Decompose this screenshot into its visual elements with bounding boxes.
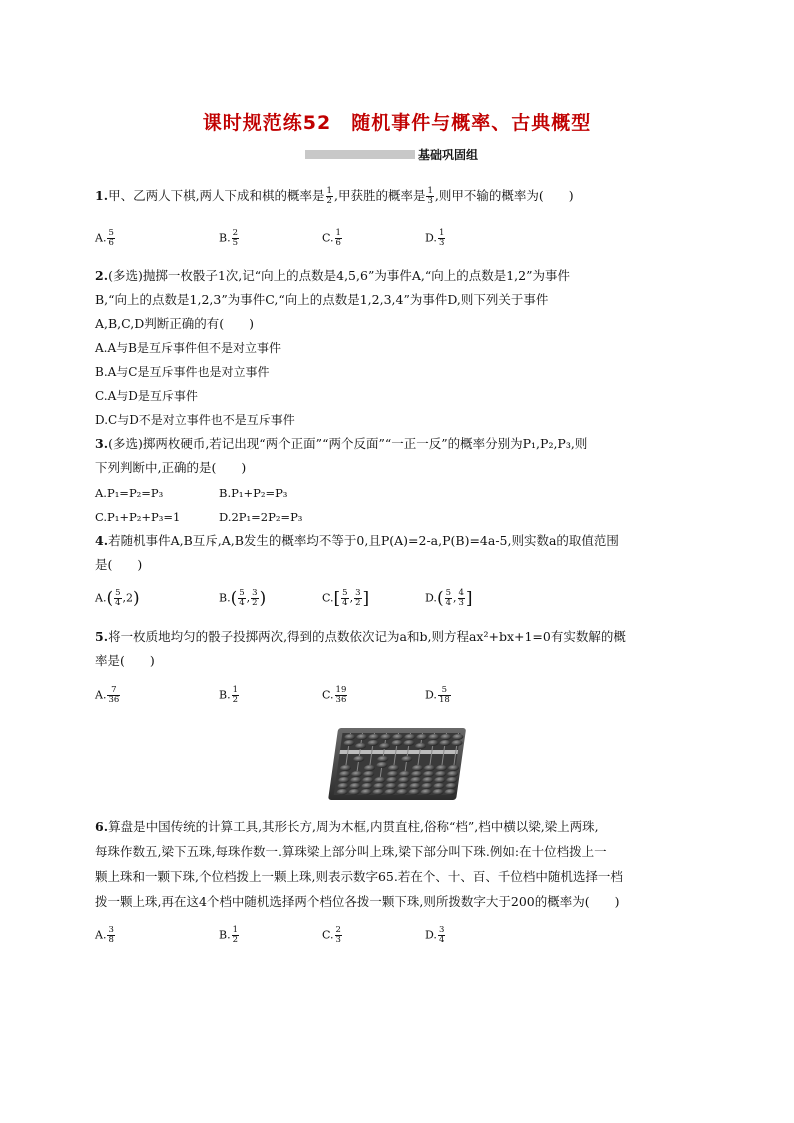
q4-option-c[interactable] xyxy=(322,589,369,608)
open-bracket: ( xyxy=(106,588,114,609)
q2-option-a[interactable]: A.A与B是互斥事件但不是对立事件 xyxy=(95,341,281,355)
option-frac xyxy=(335,229,342,248)
frac-den: 8 xyxy=(108,935,114,945)
q6-option-d[interactable] xyxy=(425,926,446,945)
q5-option-a[interactable] xyxy=(95,686,121,705)
frac-num: 5 xyxy=(108,228,114,238)
frac-den: 36 xyxy=(335,695,347,705)
q6-option-b[interactable] xyxy=(219,926,240,945)
q4-option-a[interactable] xyxy=(95,589,140,608)
frac-num: 5 xyxy=(438,686,451,696)
option-frac xyxy=(445,589,452,608)
frac-num: 5 xyxy=(342,588,348,598)
q1-text-c: ,则甲不输的概率为( ) xyxy=(434,188,574,203)
option-label: B. xyxy=(219,928,231,942)
frac-den: 4 xyxy=(342,598,348,608)
frac-den: 2 xyxy=(252,598,258,608)
option-frac-2 xyxy=(458,589,465,608)
q5-text-1: 将一枚质地均匀的骰子投掷两次,得到的点数依次记为a和b,则方程ax²+bx+1=0有实数解的概 xyxy=(108,629,626,644)
frac-num: 3 xyxy=(252,588,258,598)
frac-den: 3 xyxy=(438,238,445,248)
q3-option-b[interactable]: B.P₁+P₂=P₃ xyxy=(219,486,288,500)
separator: , xyxy=(246,591,251,605)
option-frac xyxy=(107,926,114,945)
q5-option-c[interactable] xyxy=(322,686,348,705)
q1-frac-b xyxy=(426,187,433,206)
option-label: A. xyxy=(95,928,107,942)
frac-den: 4 xyxy=(239,598,245,608)
option-frac-2 xyxy=(251,589,258,608)
q1-option-d[interactable] xyxy=(425,229,446,248)
open-bracket: ( xyxy=(230,588,238,609)
q6-option-a[interactable] xyxy=(95,926,116,945)
option-frac xyxy=(232,686,239,705)
q1-frac-a-den: 2 xyxy=(326,196,332,206)
frac-den: 4 xyxy=(115,598,121,608)
q1-frac-b-num: 1 xyxy=(427,186,433,196)
option-label: C. xyxy=(322,688,334,702)
q3-option-c[interactable]: C.P₁+P₂+P₃=1 xyxy=(95,510,181,524)
q6-line-1 xyxy=(95,818,599,836)
frac-num: 3 xyxy=(108,925,114,935)
section-bar xyxy=(305,150,415,159)
q3-line-2: 下列判断中,正确的是( ) xyxy=(95,460,247,475)
open-bracket: ( xyxy=(436,588,444,609)
option-label: A. xyxy=(95,688,107,702)
q5-line-1 xyxy=(95,628,626,646)
q6-line-2: 每珠作数五,梁下五珠,每珠作数一.算珠梁上部分叫上珠,梁下部分叫下珠.例如:在十位档拨上一 xyxy=(95,844,607,859)
frac-num: 5 xyxy=(445,588,451,598)
option-frac xyxy=(438,686,451,705)
close-bracket: ] xyxy=(465,588,473,609)
q1-frac-a-num: 1 xyxy=(326,186,332,196)
q1-text-a: 甲、乙两人下棋,两人下成和棋的概率是 xyxy=(108,188,325,203)
option-label: D. xyxy=(425,688,437,702)
q1-option-c[interactable] xyxy=(322,229,343,248)
frac-num: 1 xyxy=(438,228,445,238)
q5-number: 5. xyxy=(95,629,109,644)
q2-option-b[interactable]: B.A与C是互斥事件也是对立事件 xyxy=(95,365,270,379)
frac-den: 4 xyxy=(438,935,445,945)
frac-den: 2 xyxy=(232,695,239,705)
option-frac xyxy=(341,589,348,608)
frac-den: 4 xyxy=(445,598,451,608)
frac-num: 4 xyxy=(458,588,464,598)
q6-text-1: 算盘是中国传统的计算工具,其形长方,周为木框,内贯直柱,俗称“档”,档中横以梁,梁上两珠, xyxy=(108,819,599,834)
q5-option-b[interactable] xyxy=(219,686,240,705)
q3-option-a[interactable]: A.P₁=P₂=P₃ xyxy=(95,486,164,500)
frac-den: 6 xyxy=(335,238,341,248)
option-frac xyxy=(438,229,445,248)
q4-line-1 xyxy=(95,532,619,550)
q1-frac-a xyxy=(326,187,333,206)
separator: , xyxy=(122,591,127,605)
separator: , xyxy=(453,591,457,605)
q2-line-1 xyxy=(95,267,570,285)
option-label: B. xyxy=(219,231,231,245)
q2-option-d[interactable]: D.C与D不是对立事件也不是互斥事件 xyxy=(95,413,295,427)
q4-line-2: 是( ) xyxy=(95,557,143,572)
frac-num: 1 xyxy=(232,925,239,935)
section-label: 基础巩固组 xyxy=(418,148,479,162)
frac-den: 3 xyxy=(458,598,464,608)
q6-line-3: 颗上珠和一颗下珠,个位档拨上一颗上珠,则表示数字65.若在个、十、百、千位档中随机选择一档 xyxy=(95,869,623,884)
upper-bound: 2 xyxy=(126,591,134,605)
q6-option-c[interactable] xyxy=(322,926,343,945)
q2-line-2: B,“向上的点数是1,2,3”为事件C,“向上的点数是1,2,3,4”为事件D,则下列关于事件 xyxy=(95,292,549,307)
q5-option-d[interactable] xyxy=(425,686,452,705)
option-frac xyxy=(232,229,239,248)
frac-den: 18 xyxy=(438,695,450,705)
q6-number: 6. xyxy=(95,819,109,834)
q1-number: 1. xyxy=(95,188,109,203)
q4-option-d[interactable] xyxy=(425,589,473,608)
option-label: D. xyxy=(425,591,437,605)
option-label: A. xyxy=(95,231,107,245)
open-bracket: [ xyxy=(333,588,341,609)
close-bracket: ) xyxy=(259,588,267,609)
frac-num: 3 xyxy=(355,588,361,598)
option-label: B. xyxy=(219,591,231,605)
frac-num: 5 xyxy=(239,588,245,598)
q4-option-b[interactable] xyxy=(219,589,266,608)
q3-line-1 xyxy=(95,435,587,453)
frac-den: 3 xyxy=(335,935,341,945)
option-frac xyxy=(114,589,121,608)
q1-option-a[interactable] xyxy=(95,229,116,248)
frac-den: 5 xyxy=(232,238,239,248)
option-frac xyxy=(438,926,445,945)
option-label: D. xyxy=(425,231,437,245)
option-frac-2 xyxy=(354,589,361,608)
abacus-beam xyxy=(340,750,459,754)
option-label: D. xyxy=(425,928,437,942)
frac-num: 7 xyxy=(107,686,120,696)
q1-option-b[interactable] xyxy=(219,229,240,248)
close-bracket: ] xyxy=(362,588,370,609)
q5-line-2: 率是( ) xyxy=(95,653,155,668)
separator: , xyxy=(349,591,354,605)
option-frac xyxy=(335,926,342,945)
option-label: C. xyxy=(322,591,334,605)
q6-line-4: 拨一颗上珠,再在这4个档中随机选择两个档位各拨一颗下珠,则所拨数字大于200的概率为( ) xyxy=(95,894,620,909)
option-label: A. xyxy=(95,591,107,605)
q3-option-d[interactable]: D.2P₁=2P₂=P₃ xyxy=(219,510,303,524)
q1-stem xyxy=(95,187,574,206)
q4-number: 4. xyxy=(95,533,109,548)
frac-num: 1 xyxy=(335,228,341,238)
option-label: B. xyxy=(219,688,231,702)
q2-number: 2. xyxy=(95,268,109,283)
frac-den: 2 xyxy=(232,935,239,945)
q3-number: 3. xyxy=(95,436,109,451)
frac-den: 2 xyxy=(355,598,361,608)
q2-option-c[interactable]: C.A与D是互斥事件 xyxy=(95,389,198,403)
abacus-image xyxy=(325,722,471,806)
option-label: C. xyxy=(322,928,334,942)
frac-num: 2 xyxy=(335,925,341,935)
frac-num: 19 xyxy=(335,685,347,695)
frac-num: 5 xyxy=(115,588,121,598)
q2-text-1: (多选)抛掷一枚骰子1次,记“向上的点数是4,5,6”为事件A,“向上的点数是1,2”为事件 xyxy=(108,268,570,283)
frac-num: 2 xyxy=(232,228,239,238)
option-frac xyxy=(107,686,120,705)
option-frac xyxy=(238,589,245,608)
option-frac xyxy=(107,229,114,248)
page-title: 课时规范练52 随机事件与概率、古典概型 xyxy=(202,112,592,134)
q4-text-1: 若随机事件A,B互斥,A,B发生的概率均不等于0,且P(A)=2-a,P(B)=4a-5,则实数a的取值范围 xyxy=(108,533,619,548)
option-frac xyxy=(232,926,239,945)
close-bracket: ) xyxy=(133,588,140,609)
frac-num: 3 xyxy=(438,925,445,935)
frac-num: 1 xyxy=(232,685,239,695)
option-label: C. xyxy=(322,231,334,245)
frac-den: 6 xyxy=(108,238,114,248)
q3-text-1: (多选)掷两枚硬币,若记出现“两个正面”“两个反面”“一正一反”的概率分别为P₁,P₂,P₃,则 xyxy=(108,436,588,451)
q2-line-3: A,B,C,D判断正确的有( ) xyxy=(95,316,255,331)
q1-frac-b-den: 3 xyxy=(427,196,433,206)
frac-den: 36 xyxy=(108,695,120,705)
q1-text-b: ,甲获胜的概率是 xyxy=(333,188,426,203)
option-frac xyxy=(335,686,348,705)
